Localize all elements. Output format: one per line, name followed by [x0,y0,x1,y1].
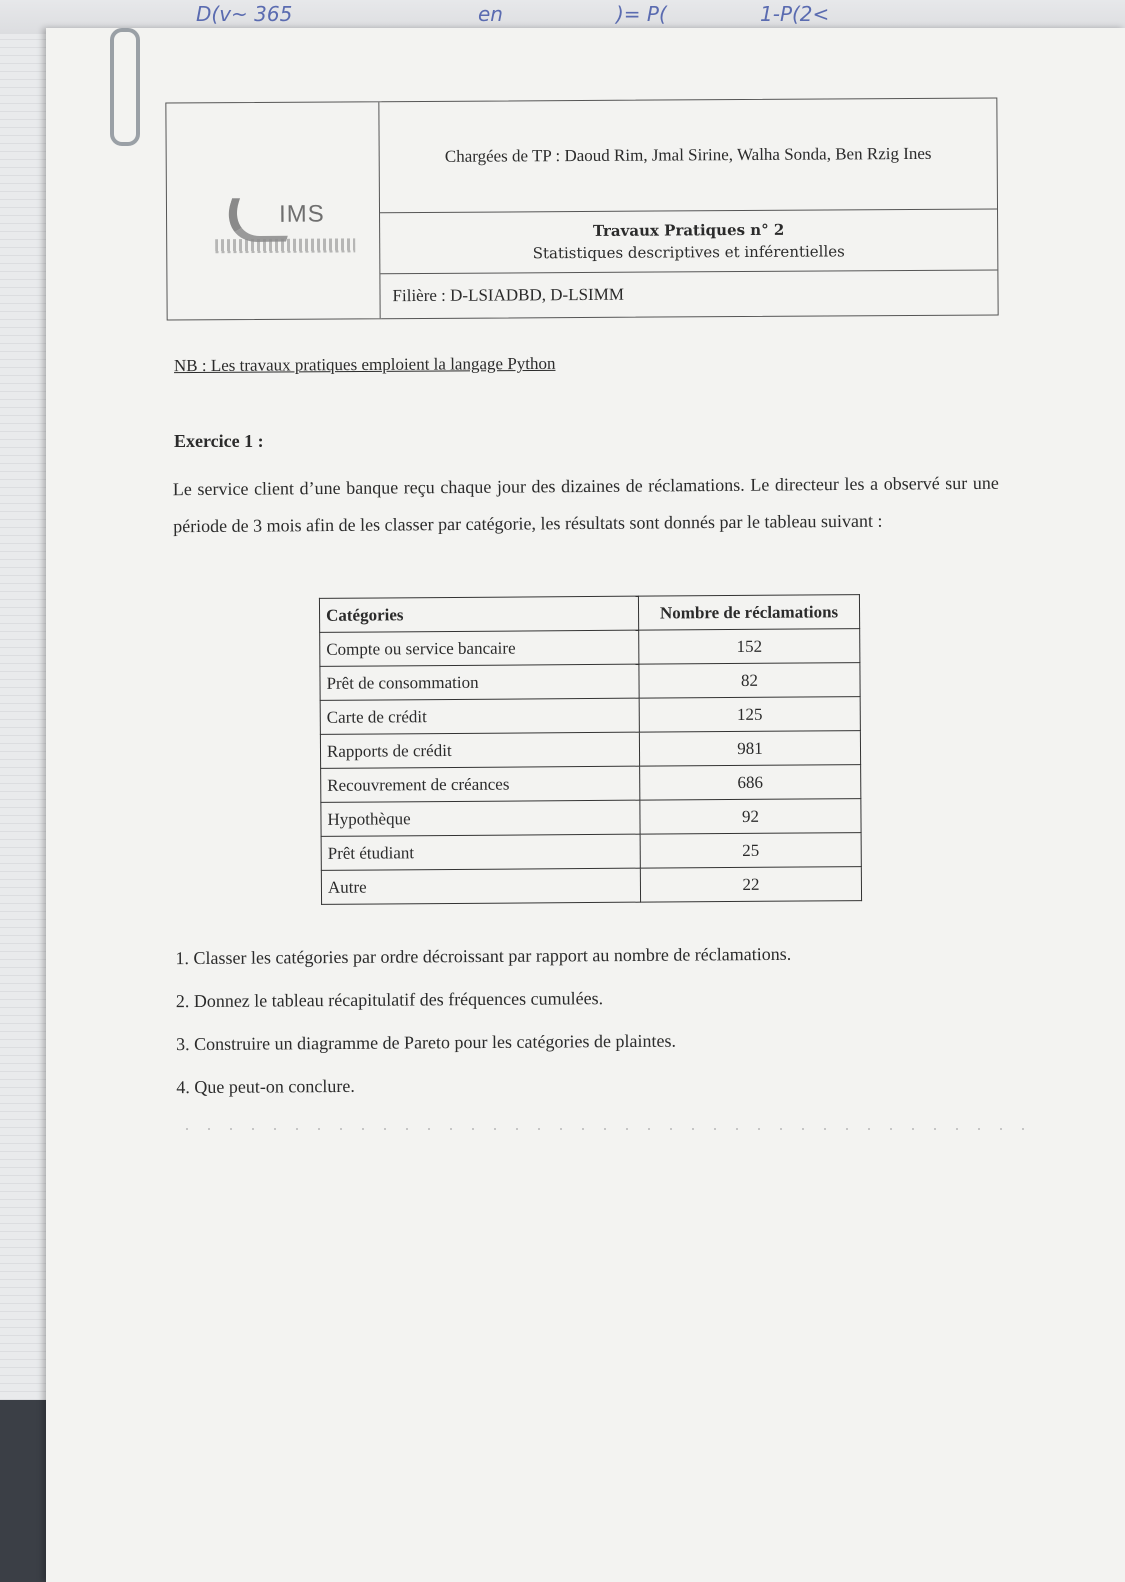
question-4: 4. Que peut-on conclure. [176,1075,355,1098]
count-cell: 92 [640,799,861,835]
count-cell: 125 [639,697,860,733]
category-cell: Autre [321,868,640,904]
category-cell: Prêt étudiant [321,834,640,870]
tp-subtitle: Statistiques descriptives et inférentielles [532,242,845,263]
count-cell: 25 [640,833,861,869]
tp-title-block [380,209,997,274]
logo-arabic-text [215,238,355,253]
note: NB : Les travaux pratiques emploient la langage Python [173,353,556,376]
question-2: 2. Donnez le tableau récapitulatif des fréquences cumulées. [175,988,604,1012]
complaints-table [319,594,862,905]
count-cell: 82 [639,663,860,699]
count-cell: 686 [640,765,861,801]
paper-clip-icon [110,28,140,146]
count-cell: 981 [639,731,860,767]
category-cell: Compte ou service bancaire [320,630,639,666]
handwritten-note: 1-P(2< [760,2,830,26]
handwritten-note: en [478,2,503,26]
table-row [321,833,861,871]
category-cell: Hypothèque [321,800,640,836]
count-cell: 22 [640,867,861,903]
table-row [321,867,861,905]
category-cell: Rapports de crédit [320,732,639,768]
logo-text: IMS [278,200,325,228]
category-cell: Carte de crédit [320,698,639,734]
count-cell: 152 [639,629,860,665]
table-row [320,731,860,769]
exercise-title: Exercice 1 : [174,431,264,451]
logo-cell [166,102,380,319]
category-cell: Prêt de consommation [320,664,639,700]
category-cell: Recouvrement de créances [321,766,640,802]
question-3: 3. Construire un diagramme de Pareto pour les catégories de plaintes. [176,1030,676,1055]
header-info [379,98,997,318]
column-header-categories: Catégories [319,596,638,632]
instructors: Chargées de TP : Daoud Rim, Jmal Sirine, Walha Sonda, Ben Rzig Ines [379,98,997,213]
question-1: 1. Classer les catégories par ordre décroissant par rapport au nombre de réclamations. [175,943,792,969]
questions-list [175,944,792,1120]
table-row [321,799,861,837]
table-row [321,765,861,803]
table-row [320,663,860,701]
table-row [320,629,860,667]
table-header-row [319,595,859,633]
document-page [46,28,1125,1582]
handwritten-note: )= P( [616,2,667,26]
exercise-text: Le service client d’une banque reçu chaque jour des dizaines de réclamations. Le directeur les a observé sur une période de 3 mois afin de les classer par catégorie, les résultats sont donnés par le tableau suivant : [172,472,999,537]
table-row [320,697,860,735]
filiere: Filière : D-LSIADBD, D-LSIMM [392,284,624,306]
handwritten-note: D(v~ 365 [196,2,293,26]
tp-title: Travaux Pratiques n° 2 [592,220,785,240]
header-box [165,97,998,320]
dotted-line [186,1128,1026,1130]
column-header-count: Nombre de réclamations [638,595,859,631]
